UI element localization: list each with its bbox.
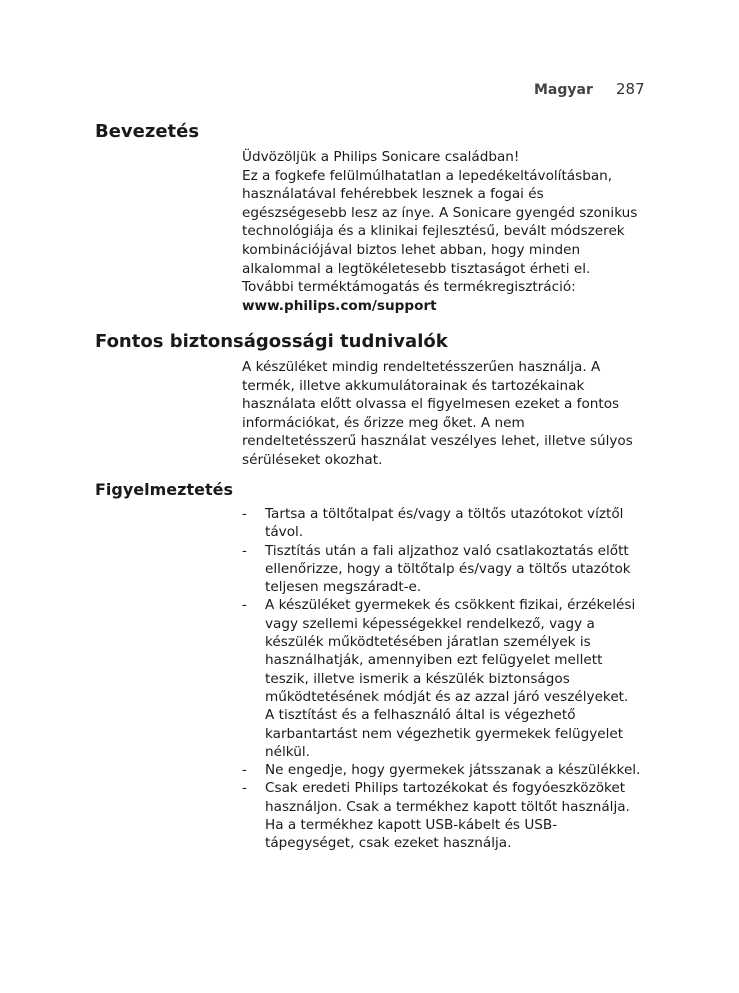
safety-line: sérüléseket okozhat. [242,451,383,468]
safety-line: használata előtt olvassa el figyelmesen ezeket a fontos [242,396,620,413]
intro-heading: Bevezetés [95,121,200,142]
safety-line: termék, illetve akkumulátorainak és tartozékainak [242,377,585,394]
bullet-dash: - [242,597,247,614]
list-item-line: használjon. Csak a termékhez kapott töltőt használja. [265,798,630,815]
safety-paragraph [242,358,642,470]
intro-line: További terméktámogatás és termékregisztráció: [242,279,576,296]
list-item-line: Ne engedje, hogy gyermekek játsszanak a készülékkel. [265,762,641,779]
warning-heading: Figyelmeztetés [95,480,233,499]
intro-line: kombinációjával biztos lehet abban, hogy minden [242,241,581,258]
support-url[interactable]: www.philips.com/support [242,297,437,314]
list-item-line: teljesen megszáradt-e. [265,579,422,596]
list-item [242,596,662,761]
list-item [242,761,662,779]
bullet-dash: - [242,542,247,559]
list-item-line: Csak eredeti Philips tartozékokat és fogyóeszközöket [265,780,626,797]
list-item-line: Tartsa a töltőtalpat és/vagy a töltős utazótokot víztől [265,506,624,522]
list-item-line: készülék működtetésében járatlan személyek is [265,634,591,651]
header-language: Magyar [534,82,593,98]
list-item-line: működtetésének módját és az azzal járó veszélyeket. [265,688,629,705]
list-item-line: tápegységet, csak ezeket használja. [265,835,512,852]
warning-list [242,505,662,853]
list-item [242,779,662,852]
list-item-line: A tisztítást és a felhasználó által is végezhető [265,707,576,724]
page-number: 287 [616,80,645,98]
intro-line: Üdvözöljük a Philips Sonicare családban! [242,149,520,165]
list-item-line: nélkül. [265,743,310,760]
list-item [242,505,662,542]
list-item-line: Ha a termékhez kapott USB-kábelt és USB- [265,817,558,834]
list-item-line: ellenőrizze, hogy a töltőtalp és/vagy a töltős utazótok [265,560,631,577]
intro-line: Ez a fogkefe felülmúlhatatlan a lepedékeltávolításban, [242,167,613,184]
safety-line: A készüléket mindig rendeltetésszerűen használja. A [242,359,601,375]
safety-line: rendeltetésszerű használat veszélyes lehet, illetve súlyos [242,433,633,450]
list-item-line: A készüléket gyermekek és csökkent fizikai, érzékelési [265,597,636,614]
list-item-line: használhatják, amennyiben ezt felügyelet mellett [265,652,603,669]
list-item-line: teszik, illetve ismerik a készülék biztonságos [265,670,570,687]
list-item-line: karbantartást nem végezhetik gyermekek felügyelet [265,725,624,742]
intro-paragraph [242,148,642,315]
bullet-dash: - [242,506,247,522]
list-item-line: Tisztítás után a fali aljzathoz való csatlakoztatás előtt [265,542,629,559]
bullet-dash: - [242,780,247,797]
list-item-line: vagy szellemi képességekkel rendelkező, vagy a [265,615,595,632]
safety-line: információkat, és őrizze meg őket. A nem [242,414,525,431]
intro-line: használatával fehérebbek lesznek a fogai és [242,186,544,203]
intro-line: egészségesebb lesz az ínye. A Sonicare gyengéd szonikus [242,204,638,221]
intro-line: alkalommal a legtökéletesebb tisztaságot érheti el. [242,260,591,277]
list-item-line: távol. [265,524,304,541]
bullet-dash: - [242,762,247,779]
intro-line: technológiája és a klinikai fejlesztésű, bevált módszerek [242,223,625,240]
safety-heading: Fontos biztonságossági tudnivalók [95,331,448,352]
list-item [242,542,662,597]
